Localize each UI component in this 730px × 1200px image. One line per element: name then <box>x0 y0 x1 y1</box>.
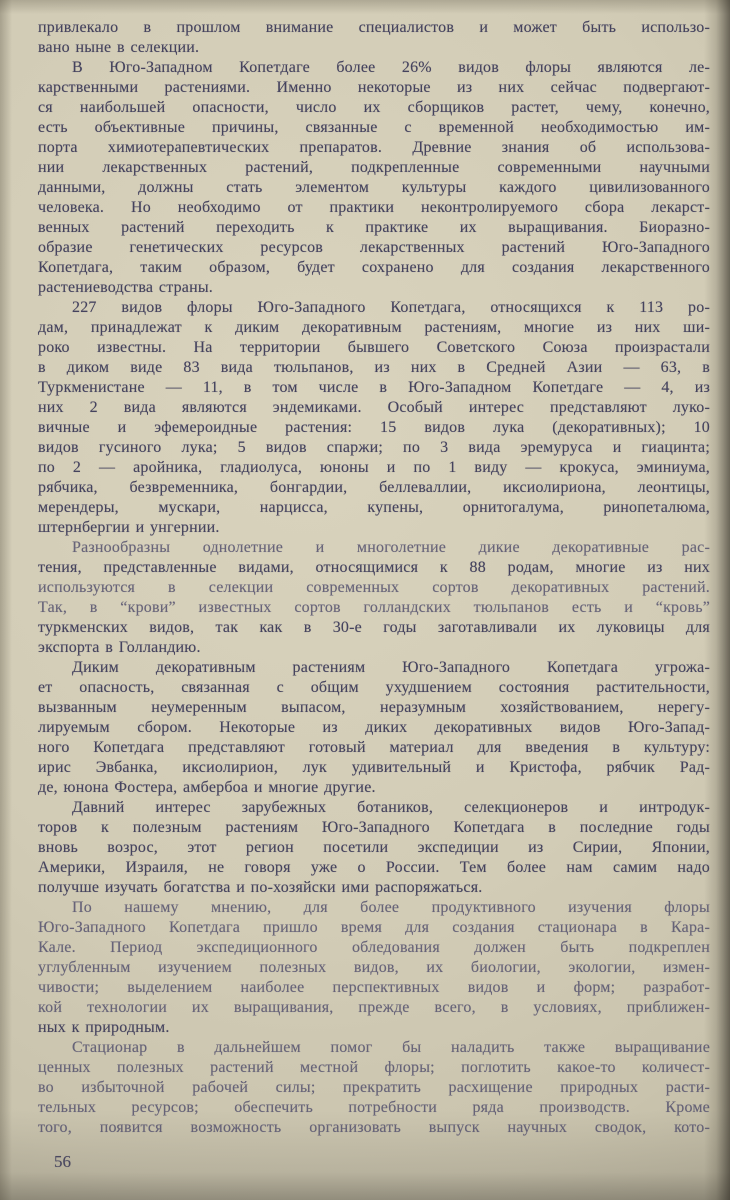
text-line: Юго-Западного Копетдага пришло время для создания стационара в Кара- <box>38 919 710 936</box>
text-line: В Юго-Западном Копетдаге более 26% видов флоры являются ле- <box>72 59 710 76</box>
text-line: в диком виде 83 вида тюльпанов, из них в Средней Азии — 63, в <box>38 359 710 376</box>
text-line: штернбергии и унгернии. <box>38 519 220 536</box>
text-line: Туркменистане — 11, в том числе в Юго-Западном Копетдаге — 4, из <box>38 379 710 396</box>
text-line: них 2 вида являются эндемиками. Особый интерес представляют луко- <box>38 399 710 416</box>
text-line: рябчика, безвременника, бонгардии, беллеваллии, иксиолириона, леонтицы, <box>38 479 710 496</box>
text-line: кой технологии их выращивания, прежде всего, в условиях, приближен- <box>38 999 710 1016</box>
text-line: того, появится возможность организовать выпуск научных сводок, кото- <box>38 1119 710 1136</box>
text-line: нии лекарственных растений, подкрепленные современными научными <box>38 159 710 176</box>
text-line: ирис Эвбанка, иксиолирион, лук удивительный и Кристофа, рябчик Рад- <box>38 759 710 776</box>
text-line: вано ныне в селекции. <box>38 39 200 56</box>
text-line: ного Копетдага представляют готовый материал для введения в культуру: <box>38 739 710 756</box>
text-line: получше изучать богатства и по-хозяйски ими распоряжаться. <box>38 879 483 896</box>
text-line: во избыточной рабочей силы; прекратить расхищение природных расти- <box>38 1079 710 1096</box>
text-line: используются в селекции современных сортов декоративных растений. <box>38 579 710 596</box>
text-line: человека. Но необходимо от практики неконтролируемого сбора лекарст- <box>38 199 710 216</box>
text-line: вичные и эфемероидные растения: 15 видов лука (декоративных); 10 <box>38 419 710 436</box>
text-line: экспорта в Голландию. <box>38 639 201 656</box>
page-number: 56 <box>54 1152 71 1171</box>
text-line: порта химиотерапевтических препаратов. Древние знания об использова- <box>38 139 710 156</box>
text-line: карственными растениями. Именно некоторые из них сейчас подвергают- <box>38 79 710 96</box>
text-line: тения, представленные видами, относящимися к 88 родам, многие из них <box>38 559 710 576</box>
page-text-block <box>38 18 710 1138</box>
text-line: привлекало в прошлом внимание специалистов и может быть использо- <box>38 19 710 36</box>
text-line: Кале. Период экспедиционного обледования должен быть подкреплен <box>38 939 710 956</box>
text-line: ет опасность, связанная с общим ухудшением состояния растительности, <box>38 679 710 696</box>
text-line: дам, принадлежат к диким декоративным растениям, многие из них ши- <box>38 319 710 336</box>
text-line: Диким декоративным растениям Юго-Западного Копетдага угрожа- <box>72 659 710 676</box>
text-line: ценных полезных растений местной флоры; поглотить какое-то количест- <box>38 1059 710 1076</box>
text-line: 227 видов флоры Юго-Западного Копетдага, относящихся к 113 ро- <box>72 299 710 316</box>
text-line: Америки, Израиля, не говоря уже о России. Тем более нам самим надо <box>38 859 710 876</box>
text-line: углубленным изучением полезных видов, их биологии, экологии, измен- <box>38 959 710 976</box>
text-line: данными, должны стать элементом культуры каждого цивилизованного <box>38 179 710 196</box>
text-line: роко известны. На территории бывшего Советского Союза произрастали <box>38 339 710 356</box>
text-line: туркменских видов, так как в 30-е годы заготавливали их луковицы для <box>38 619 710 636</box>
text-line: вызванным неумеренным выпасом, неразумным хозяйствованием, нерегу- <box>38 699 710 716</box>
text-line: лируемым сбором. Некоторые из диких декоративных видов Юго-Запад- <box>38 719 710 736</box>
text-line: видов гусиного лука; 5 видов спаржи; по 3 вида эремуруса и гиацинта; <box>38 439 710 456</box>
text-line: есть объективные причины, связанные с временной необходимостью им- <box>38 119 710 136</box>
text-line: образие генетических ресурсов лекарственных растений Юго-Западного <box>38 239 710 256</box>
text-line: ся наибольшей опасности, число их сборщиков растет, чему, конечно, <box>38 99 710 116</box>
text-line: Разнообразны однолетние и многолетние дикие декоративные рас- <box>72 539 710 556</box>
text-line: чивости; выделением наиболее перспективных видов и форм; разработ- <box>38 979 710 996</box>
text-line: Стационар в дальнейшем помог бы наладить также выращивание <box>72 1039 710 1056</box>
text-line: Давний интерес зарубежных ботаников, селекционеров и интродук- <box>72 799 710 816</box>
text-line: ных к природным. <box>38 1019 170 1036</box>
text-line: торов к полезным растениям Юго-Западного Копетдага в последние годы <box>38 819 710 836</box>
text-line: растениеводства страны. <box>38 279 213 296</box>
text-line: по 2 — аройника, гладиолуса, юноны и по 1 виду — крокуса, эминиума, <box>38 459 710 476</box>
text-line: мерендеры, мускари, нарцисса, купены, орнитогалума, ринопеталюма, <box>38 499 710 516</box>
text-line: венных растений переходить к практике их выращивания. Биоразно- <box>38 219 710 236</box>
text-line: тельных ресурсов; обеспечить потребности ряда производств. Кроме <box>38 1099 710 1116</box>
text-line: вновь возрос, этот регион посетили экспедиции из Сирии, Японии, <box>38 839 710 856</box>
text-line: Так, в “крови” известных сортов голландских тюльпанов есть и “кровь” <box>38 599 710 616</box>
text-line: По нашему мнению, для более продуктивного изучения флоры <box>72 899 710 916</box>
text-line: де, юнона Фостера, амбербоа и многие другие. <box>38 779 376 796</box>
text-line: Копетдага, таким образом, будет сохранено для создания лекарственного <box>38 259 710 276</box>
